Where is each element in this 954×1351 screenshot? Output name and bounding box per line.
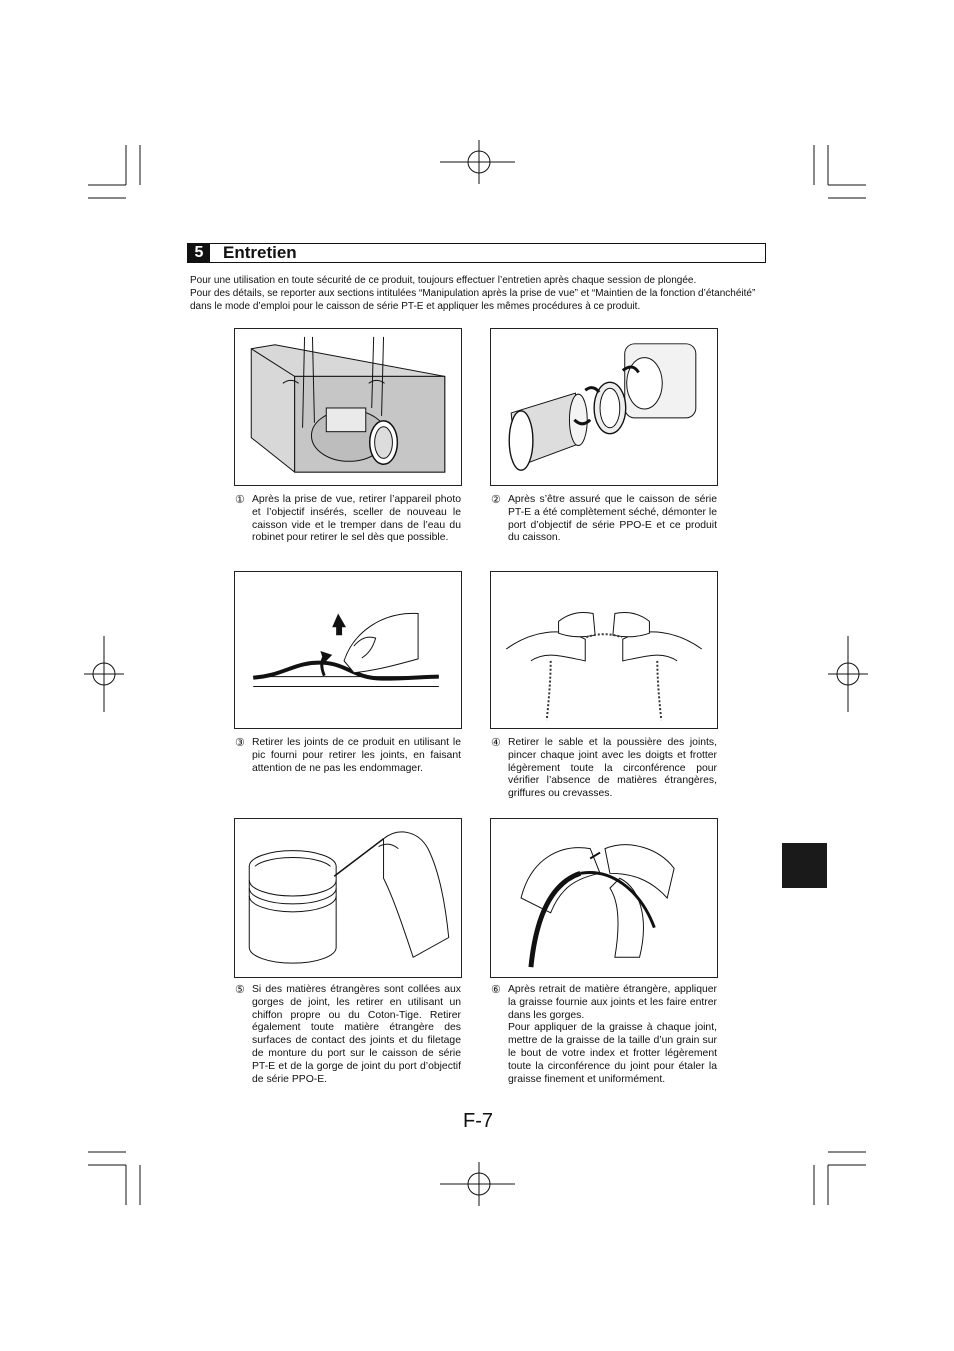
illustration-apply-grease: [490, 818, 718, 978]
thumb-index-tab: [782, 843, 827, 888]
step-1-number: ①: [235, 494, 245, 506]
check-o-ring-drawing: [491, 572, 717, 728]
step-6-text: Après retrait de matière étrangère, appliquer la graisse fournie aux joints et les faire entrer dans les gorges.: [508, 984, 717, 1021]
section-number: 5: [188, 244, 210, 262]
illustration-remove-o-ring: [234, 571, 462, 729]
illustration-rinse-housing: [234, 328, 462, 486]
step-2-caption: [491, 494, 717, 545]
step-4-number: ④: [491, 737, 501, 749]
step-6-caption: [491, 984, 717, 1086]
step-3-caption: [235, 737, 461, 775]
step-4-text: Retirer le sable et la poussière des joints, pincer chaque joint avec les doigts et frotter légèrement toute la circonférence pour vérifier l’absence de matières étrangères, griffures ou crevasses.: [508, 737, 717, 800]
illustration-dismantle-port: [490, 328, 718, 486]
step-2-number: ②: [491, 494, 501, 506]
step-6-text-continued: Pour appliquer de la graisse à chaque joint, mettre de la graisse de la taille d’un grain sur le bout de votre index et frotter légèrement toute la circonférence du joint pour étaler la graisse finement et uniformément.: [508, 1022, 717, 1085]
remove-o-ring-drawing: [235, 572, 461, 728]
rinse-housing-drawing: [235, 329, 461, 485]
step-1-text: Après la prise de vue, retirer l’appareil photo et l’objectif insérés, sceller de nouveau le caisson vide et le tremper dans de l’eau du robinet pour retirer le sel dès que possible.: [252, 494, 461, 544]
section-title: Entretien: [223, 243, 297, 262]
step-2-text: Après s’être assuré que le caisson de série PT-E a été complètement séché, démonter le port d’objectif de série PPO-E et ce produit du caisson.: [508, 494, 717, 544]
step-5-number: ⑤: [235, 984, 245, 996]
intro-text: [190, 274, 768, 313]
illustration-clean-groove: [234, 818, 462, 978]
step-5-text: Si des matières étrangères sont collées aux gorges de joint, les retirer en utilisant un chiffon propre ou du Coton-Tige. Retirer également toute matière étrangère des surfaces de contact des joints et du filetage de monture du port sur le caisson de série PT-E et de la gorge de joint du port d’objectif de série PPO-E.: [252, 984, 461, 1085]
dismantle-port-drawing: [491, 329, 717, 485]
step-5-caption: [235, 984, 461, 1086]
step-4-caption: [491, 737, 717, 801]
intro-paragraph-2: Pour des détails, se reporter aux sections intitulées “Manipulation après la prise de vue” et “Maintien de la fonction d’étanchéité” dans le mode d’emploi pour le caisson de série PT-E et appliquer les mêmes procédures à ce produit.: [190, 288, 756, 312]
page-number: F-7: [463, 1110, 493, 1132]
step-6-number: ⑥: [491, 984, 501, 996]
illustration-check-o-ring: [490, 571, 718, 729]
clean-groove-drawing: [235, 819, 461, 977]
apply-grease-drawing: [491, 819, 717, 977]
section-header: [187, 243, 766, 263]
step-3-number: ③: [235, 737, 245, 749]
intro-paragraph-1: Pour une utilisation en toute sécurité de ce produit, toujours effectuer l’entretien après chaque session de plongée.: [190, 275, 697, 286]
step-1-caption: [235, 494, 461, 545]
step-3-text: Retirer les joints de ce produit en utilisant le pic fourni pour retirer les joints, en faisant attention de ne pas les endommager.: [252, 737, 461, 774]
